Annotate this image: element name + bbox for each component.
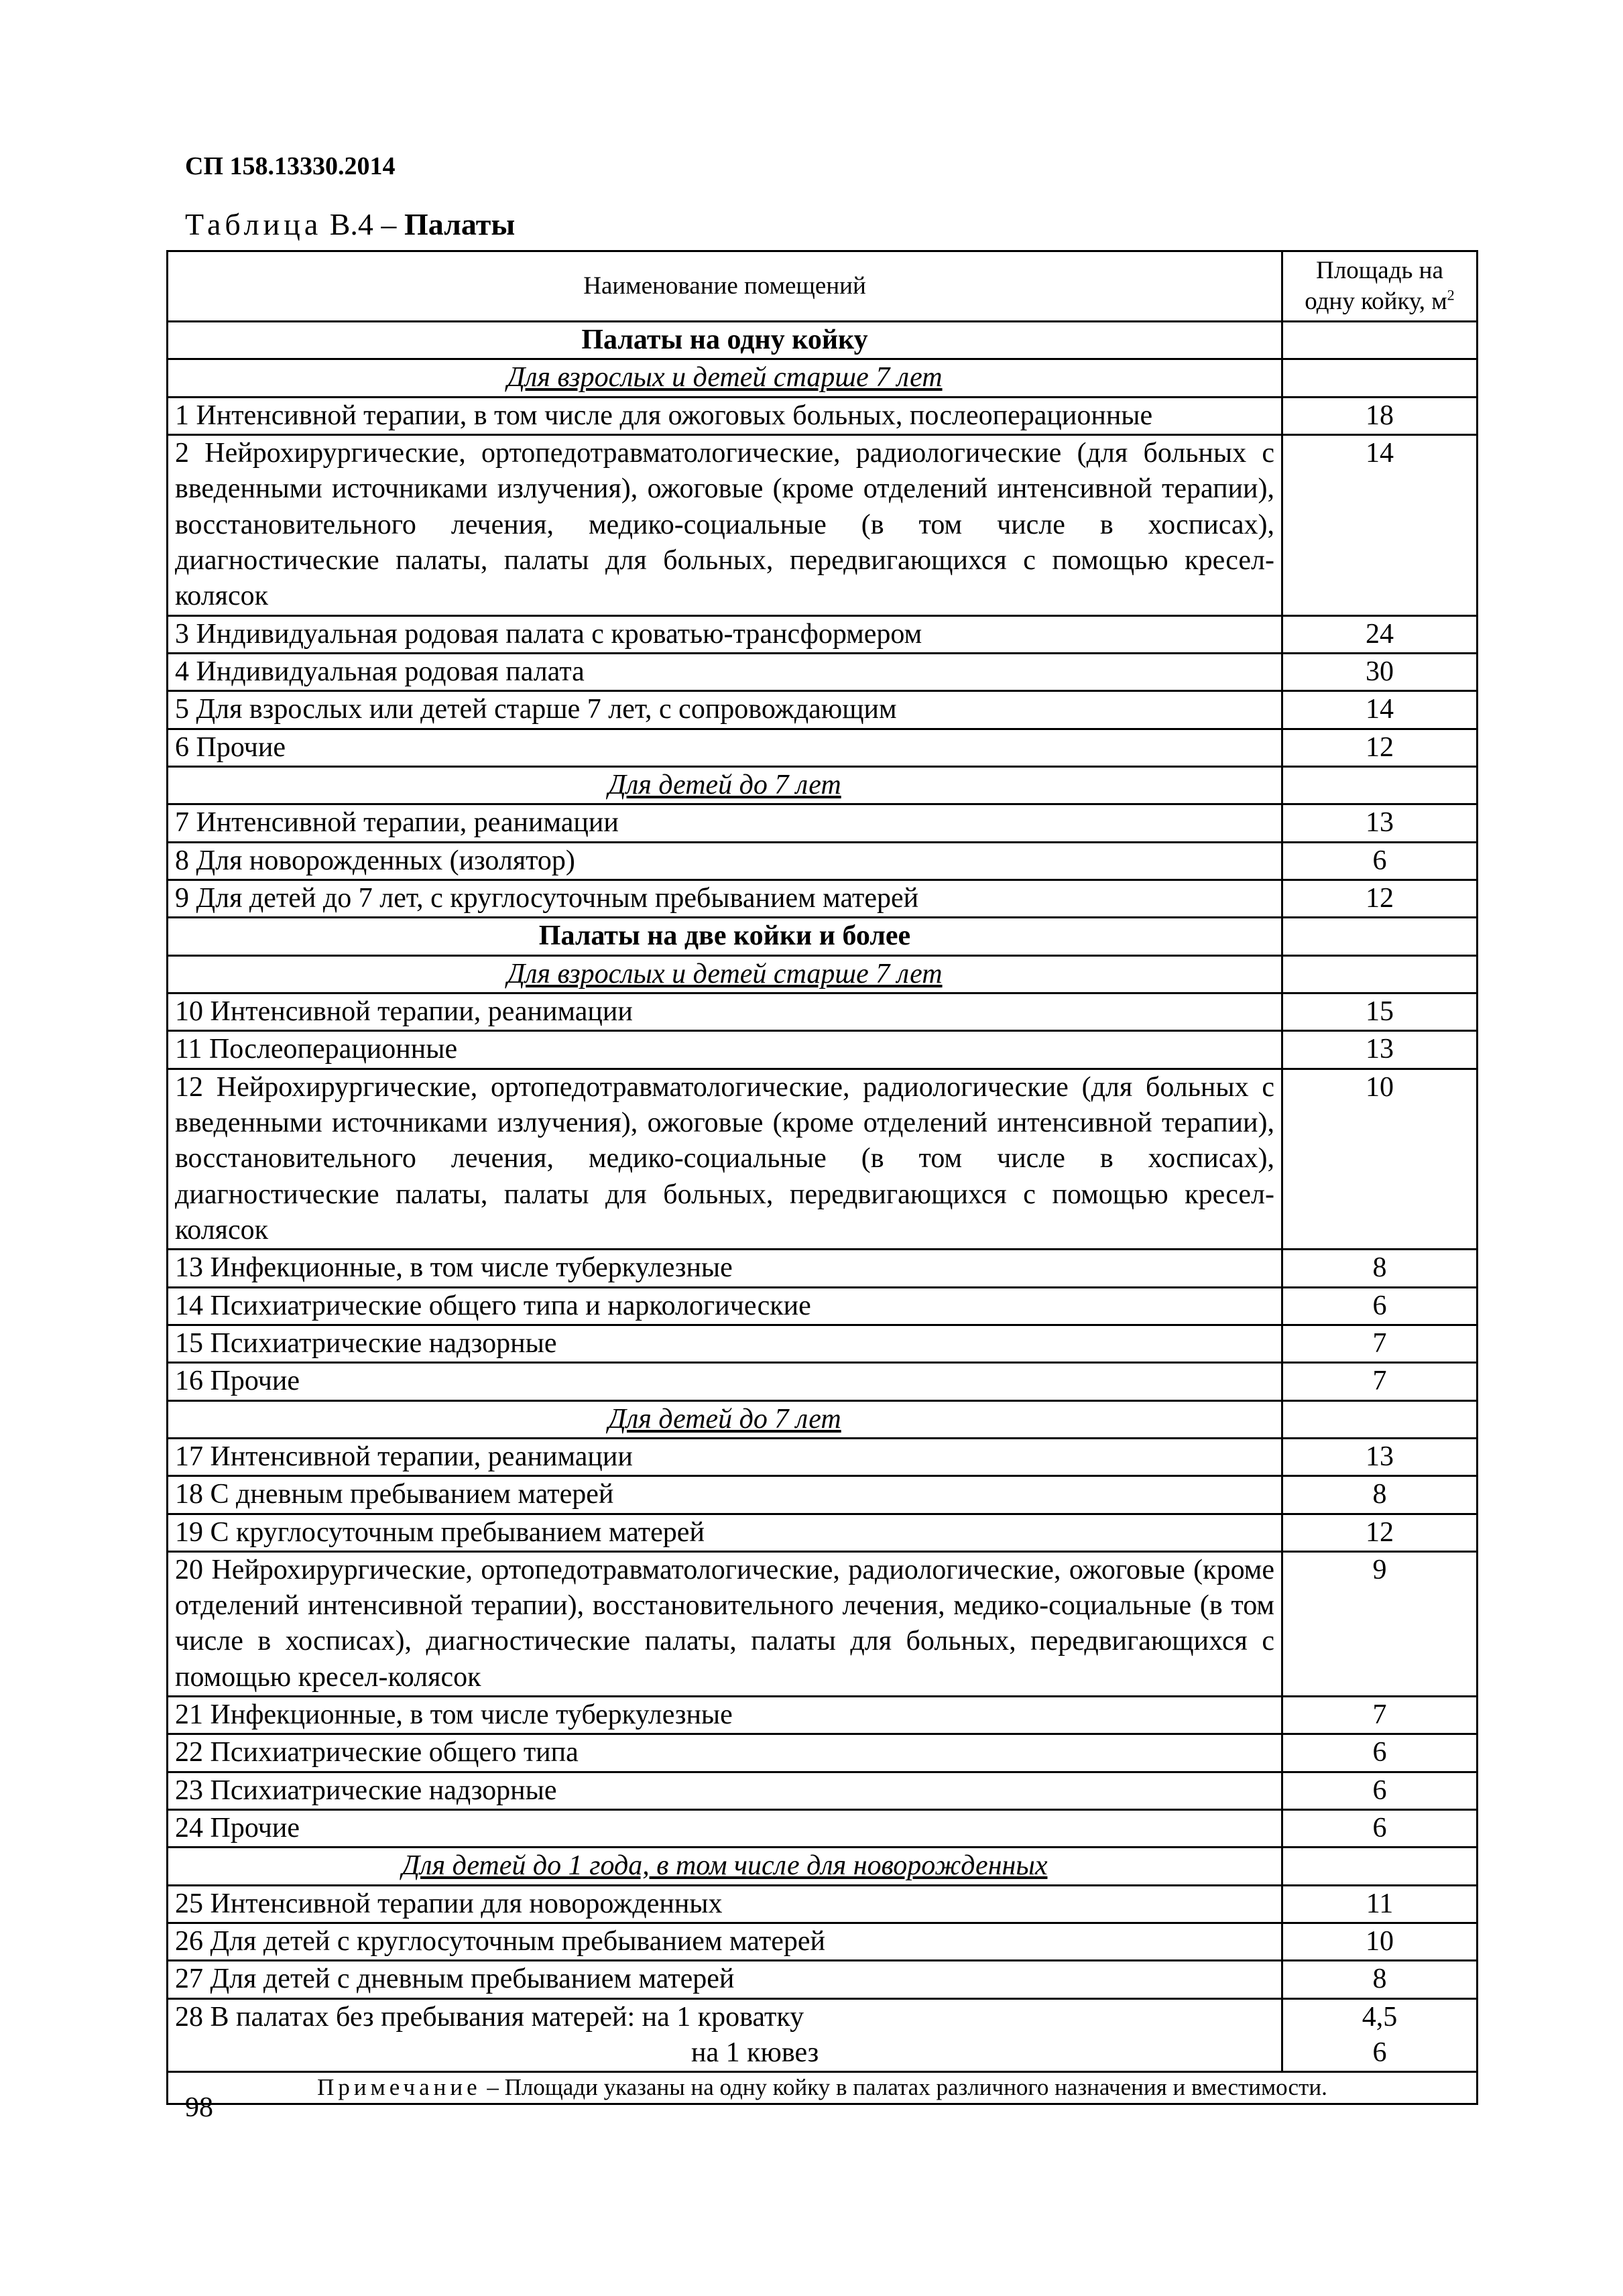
table-note	[168, 2072, 1478, 2104]
row-name: 25 Интенсивной терапии для новорожденных	[168, 1885, 1282, 1923]
row-name: 13 Инфекционные, в том числе туберкулезные	[168, 1250, 1282, 1287]
row-value: 6	[1282, 1772, 1478, 1809]
subsection-title: Для детей до 7 лет	[168, 766, 1282, 804]
page-number: 98	[185, 2092, 213, 2123]
last-row-value2: 6	[1372, 2037, 1387, 2069]
subsection-row	[168, 1848, 1478, 1885]
rooms-table	[166, 250, 1478, 2105]
row-value: 13	[1282, 804, 1478, 842]
row-value: 6	[1282, 1734, 1478, 1772]
row-value: 12	[1282, 880, 1478, 917]
row-name: 15 Психиатрические надзорные	[168, 1325, 1282, 1362]
subsection-title: Для взрослых и детей старше 7 лет	[168, 955, 1282, 993]
table-row	[168, 1069, 1478, 1250]
row-value: 6	[1282, 842, 1478, 880]
row-name: 3 Индивидуальная родовая палата с кроватью-трансформером	[168, 615, 1282, 653]
row-value: 12	[1282, 729, 1478, 766]
row-name: 22 Психиатрические общего типа	[168, 1734, 1282, 1772]
table-row	[168, 1325, 1478, 1362]
table-row	[168, 1772, 1478, 1809]
row-name: 23 Психиатрические надзорные	[168, 1772, 1282, 1809]
last-row-line2: на 1 кювез	[691, 2037, 819, 2069]
subsection-title: Для взрослых и детей старше 7 лет	[168, 359, 1282, 397]
row-value: 30	[1282, 653, 1478, 690]
table-row	[168, 1363, 1478, 1400]
table-row	[168, 615, 1478, 653]
row-name: 14 Психиатрические общего типа и наркологические	[168, 1287, 1282, 1325]
row-value: 14	[1282, 691, 1478, 729]
row-value: 12	[1282, 1514, 1478, 1551]
row-name: 16 Прочие	[168, 1363, 1282, 1400]
row-name: 21 Инфекционные, в том числе туберкулезные	[168, 1697, 1282, 1734]
column-header-area-line1: Площадь на	[1316, 256, 1443, 284]
table-body	[168, 322, 1478, 1999]
row-name: 11 Послеоперационные	[168, 1031, 1282, 1069]
table-row	[168, 880, 1478, 917]
row-value: 14	[1282, 434, 1478, 615]
row-name: 9 Для детей до 7 лет, с круглосуточным пребыванием матерей	[168, 880, 1282, 917]
row-value: 10	[1282, 1069, 1478, 1250]
row-value: 15	[1282, 993, 1478, 1030]
table-row	[168, 1961, 1478, 1998]
table-row	[168, 1250, 1478, 1287]
subsection-title: Для детей до 1 года, в том числе для новорожденных	[168, 1848, 1282, 1885]
row-name: 19 С круглосуточным пребыванием матерей	[168, 1514, 1282, 1551]
subsection-value-empty	[1282, 1848, 1478, 1885]
row-name: 8 Для новорожденных (изолятор)	[168, 842, 1282, 880]
section-value-empty	[1282, 918, 1478, 955]
table-row	[168, 729, 1478, 766]
table-row	[168, 397, 1478, 434]
column-header-area-line2: одну койку, м	[1305, 288, 1447, 315]
column-header-area-sup: 2	[1447, 286, 1455, 304]
section-row	[168, 322, 1478, 359]
document-code: СП 158.13330.2014	[185, 152, 396, 180]
row-value: 18	[1282, 397, 1478, 434]
table-row	[168, 1287, 1478, 1325]
note-label: Примечание	[317, 2074, 481, 2101]
row-name: 2 Нейрохирургические, ортопедотравматологические, радиологические (для больных с введенными источниками излучения), ожоговые (кроме отделений интенсивной терапии), восстановительного лечения, медико-социальные (в том числе в хосписах), диагностические палаты, палаты для больных, передвигающихся с помощью кресел-колясок	[168, 434, 1282, 615]
table-title-name: Палаты	[404, 207, 516, 241]
column-header-name: Наименование помещений	[168, 251, 1282, 322]
table-row	[168, 1923, 1478, 1961]
table-row	[168, 1697, 1478, 1734]
row-value: 13	[1282, 1438, 1478, 1475]
row-name: 27 Для детей с дневным пребыванием матерей	[168, 1961, 1282, 1998]
subsection-row	[168, 1400, 1478, 1438]
table-title-number: В.4 –	[322, 207, 404, 241]
row-name: 4 Индивидуальная родовая палата	[168, 653, 1282, 690]
table-row	[168, 1551, 1478, 1696]
table-row	[168, 1885, 1478, 1923]
table-row	[168, 1998, 1478, 2072]
subsection-value-empty	[1282, 359, 1478, 397]
table-row	[168, 653, 1478, 690]
row-value: 6	[1282, 1287, 1478, 1325]
subsection-title: Для детей до 7 лет	[168, 1400, 1282, 1438]
section-row	[168, 918, 1478, 955]
section-value-empty	[1282, 322, 1478, 359]
row-value: 8	[1282, 1476, 1478, 1514]
table-row	[168, 1810, 1478, 1848]
row-name: 1 Интенсивной терапии, в том числе для ожоговых больных, послеоперационные	[168, 397, 1282, 434]
row-name: 10 Интенсивной терапии, реанимации	[168, 993, 1282, 1030]
table-row	[168, 993, 1478, 1030]
row-value: 10	[1282, 1923, 1478, 1961]
row-name: 18 С дневным пребыванием матерей	[168, 1476, 1282, 1514]
row-value	[1282, 1998, 1478, 2072]
row-value: 9	[1282, 1551, 1478, 1696]
row-name: 20 Нейрохирургические, ортопедотравматологические, радиологические, ожоговые (кроме отделений интенсивной терапии), восстановительного лечения, медико-социальные (в том числе в хосписах), диагностические палаты, палаты для больных, передвигающихся с помощью кресел-колясок	[168, 1551, 1282, 1696]
note-text: – Площади указаны на одну койку в палатах различного назначения и вместимости.	[481, 2074, 1327, 2101]
last-row-line1: 28 В палатах без пребывания матерей: на 1 кроватку	[175, 2001, 804, 2033]
table-note-row	[168, 2072, 1478, 2104]
row-name: 26 Для детей с круглосуточным пребыванием матерей	[168, 1923, 1282, 1961]
subsection-row	[168, 955, 1478, 993]
subsection-value-empty	[1282, 766, 1478, 804]
table-row	[168, 1031, 1478, 1069]
row-value: 8	[1282, 1961, 1478, 1998]
row-name: 12 Нейрохирургические, ортопедотравматологические, радиологические (для больных с введенными источниками излучения), ожоговые (кроме отделений интенсивной терапии), восстановительного лечения, медико-социальные (в том числе в хосписах), диагностические палаты, палаты для больных, передвигающихся с помощью кресел-колясок	[168, 1069, 1282, 1250]
row-value: 7	[1282, 1363, 1478, 1400]
table-title	[185, 206, 515, 242]
table-row	[168, 1514, 1478, 1551]
row-value: 11	[1282, 1885, 1478, 1923]
table-row	[168, 434, 1478, 615]
row-name: 17 Интенсивной терапии, реанимации	[168, 1438, 1282, 1475]
table-row	[168, 804, 1478, 842]
section-title: Палаты на две койки и более	[168, 918, 1282, 955]
table-row	[168, 1476, 1478, 1514]
subsection-row	[168, 766, 1478, 804]
row-value: 24	[1282, 615, 1478, 653]
row-value: 7	[1282, 1325, 1478, 1362]
row-value: 7	[1282, 1697, 1478, 1734]
row-value: 8	[1282, 1250, 1478, 1287]
column-header-area	[1282, 251, 1478, 322]
table-row	[168, 1438, 1478, 1475]
row-name: 24 Прочие	[168, 1810, 1282, 1848]
row-value: 6	[1282, 1810, 1478, 1848]
row-name: 7 Интенсивной терапии, реанимации	[168, 804, 1282, 842]
row-name: 5 Для взрослых или детей старше 7 лет, с сопровождающим	[168, 691, 1282, 729]
section-title: Палаты на одну койку	[168, 322, 1282, 359]
subsection-row	[168, 359, 1478, 397]
row-name	[168, 1998, 1282, 2072]
subsection-value-empty	[1282, 955, 1478, 993]
last-row-value1: 4,5	[1362, 2001, 1398, 2033]
row-value: 13	[1282, 1031, 1478, 1069]
table-row	[168, 842, 1478, 880]
table-row	[168, 1734, 1478, 1772]
row-name: 6 Прочие	[168, 729, 1282, 766]
table-header-row	[168, 251, 1478, 322]
table-row	[168, 691, 1478, 729]
table-title-prefix: Таблица	[185, 207, 322, 241]
subsection-value-empty	[1282, 1400, 1478, 1438]
